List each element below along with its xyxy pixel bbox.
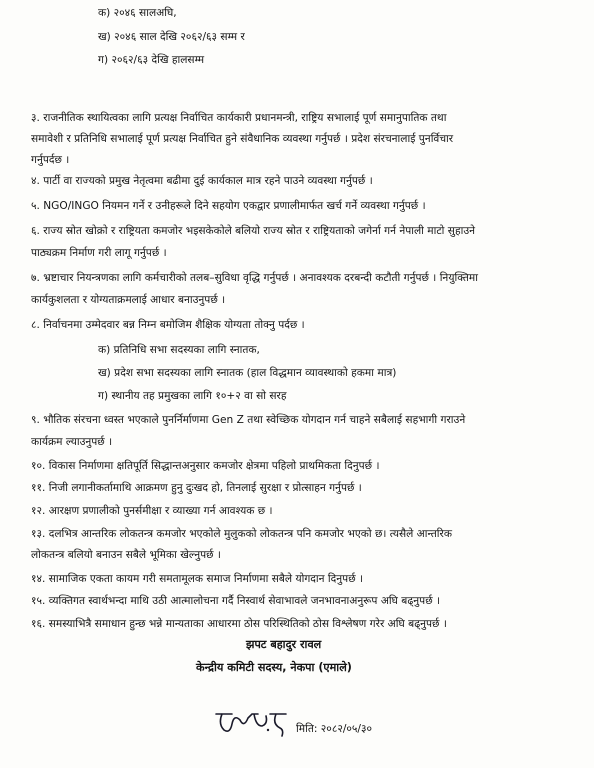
- point-3-line-1: ३. राजनीतिक स्थायित्वका लागि प्रत्यक्ष निर्वाचित कार्यकारी प्रधानमन्त्री, राष्ट्रिय सभालाई पूर्ण समानुपातिक तथा: [31, 112, 447, 124]
- point-7-line-2: कार्यकुशलता र योग्यताक्रमलाई आधार बनाउनुपर्छ ।: [31, 294, 226, 306]
- intro-option-kha: ख) २०४६ साल देखि २०६२/६३ सम्म र: [98, 31, 245, 43]
- point-8-option-ka: क) प्रतिनिधि सभा सदस्यका लागि स्नातक,: [98, 344, 260, 356]
- point-14: १४. सामाजिक एकता कायम गरी समतामूलक समाज निर्माणमा सबैले योगदान दिनुपर्छ ।: [31, 573, 363, 585]
- point-3-line-2: समावेशी र प्रतिनिधि सभालाई पूर्ण प्रत्यक्ष निर्वाचित हुने संवैधानिक व्यवस्था गर्नुपर्छ । प्रदेश संरचनालाई पुनर्विचार: [31, 133, 454, 145]
- point-12: १२. आरक्षण प्रणालीको पुनर्समीक्षा र व्याख्या गर्न आवश्यक छ ।: [31, 505, 273, 517]
- point-16: १६. समस्याभित्रै समाधान हुन्छ भन्ने मान्यताका आधारमा ठोस परिस्थितिको ठोस विश्लेषण गरेर अघि बढ्नुपर्छ ।: [31, 618, 447, 630]
- point-7-line-1: ७. भ्रष्टाचार नियन्त्रणका लागि कर्मचारीको तलब–सुविधा वृद्धि गर्नुपर्छ । अनावश्यक दरबन्दी कटौती गर्नुपर्छ । नियुक्तिमा: [31, 272, 478, 284]
- handwritten-signature: [212, 700, 292, 742]
- author-title: केन्द्रीय कमिटी सदस्य, नेकपा (एमाले): [196, 661, 352, 674]
- point-8-option-ga: ग) स्थानीय तह प्रमुखका लागि १०+२ वा सो सरह: [98, 390, 287, 402]
- point-4: ४. पार्टी वा राज्यको प्रमुख नेतृत्वमा बढीमा दुई कार्यकाल मात्र रहने पाउने व्यवस्था गर्नुपर्छ ।: [31, 175, 373, 187]
- point-5: ५. NGO/INGO नियमन गर्ने र उनीहरूले दिने सहयोग एकद्वार प्रणालीमार्फत खर्च गर्ने व्यवस्था गर्नुपर्छ ।: [31, 200, 426, 212]
- point-13-line-2: लोकतन्त्र बलियो बनाउन सबैले भूमिका खेल्नुपर्छ ।: [31, 549, 221, 561]
- point-8-option-kha: ख) प्रदेश सभा सदस्यका लागि स्नातक (हाल विद्धमान व्यावस्थाको हकमा मात्र): [98, 367, 397, 379]
- point-15: १५. व्यक्तिगत स्वार्थभन्दा माथि उठी आत्मालोचना गर्दै निस्वार्थ सेवाभावले जनभावनाअनुरूप अघि बढ्नुपर्छ ।: [31, 595, 441, 607]
- intro-option-ga: ग) २०६२/६३ देखि हालसम्म: [98, 54, 205, 66]
- point-9-line-2: कार्यक्रम ल्याउनुपर्छ ।: [31, 436, 113, 448]
- point-3-line-3: गर्नुपर्दछ ।: [31, 154, 70, 166]
- point-13-line-1: १३. दलभित्र आन्तरिक लोकतन्त्र कमजोर भएकोले मुलुकको लोकतन्त्र पनि कमजोर भएको छ। त्यसैले आन्तरिक: [31, 528, 453, 540]
- point-8: ८. निर्वाचनमा उम्मेदवार बन्न निम्न बमोजिम शैक्षिक योग्यता तोक्नु पर्दछ ।: [31, 319, 305, 331]
- point-9-line-1: ९. भौतिक संरचना ध्वस्त भएकाले पुनर्निर्माणमा Gen Z तथा स्वेच्छिक योगदान गर्न चाहने सबैलाई सहभागी गराउने: [31, 414, 466, 426]
- point-11: ११. निजी लगानीकर्तामाथि आक्रमण हुनु दुःखद हो, तिनलाई सुरक्षा र प्रोत्साहन गर्नुपर्छ ।: [31, 482, 362, 494]
- author-name: झपट बहादुर रावल: [246, 638, 322, 651]
- intro-option-ka: क) २०४६ सालअघि,: [98, 7, 177, 19]
- point-10: १०. विकास निर्माणमा क्षतिपूर्ति सिद्धान्तअनुसार कमजोर क्षेत्रमा पहिलो प्राथमिकता दिनुपर्छ ।: [31, 460, 380, 472]
- point-6-line-1: ६. राज्य स्रोत खोक्रो र राष्ट्रियता कमजोर भइसकेकोले बलियो राज्य स्रोत र राष्ट्रियताको जगेर्ना गर्न नेपाली माटो सुहाउने: [31, 225, 475, 237]
- date-line: मिति: २०८२/०५/३०: [296, 723, 373, 735]
- point-6-line-2: पाठ्यक्रम निर्माण गरी लागू गर्नुपर्छ ।: [31, 247, 167, 259]
